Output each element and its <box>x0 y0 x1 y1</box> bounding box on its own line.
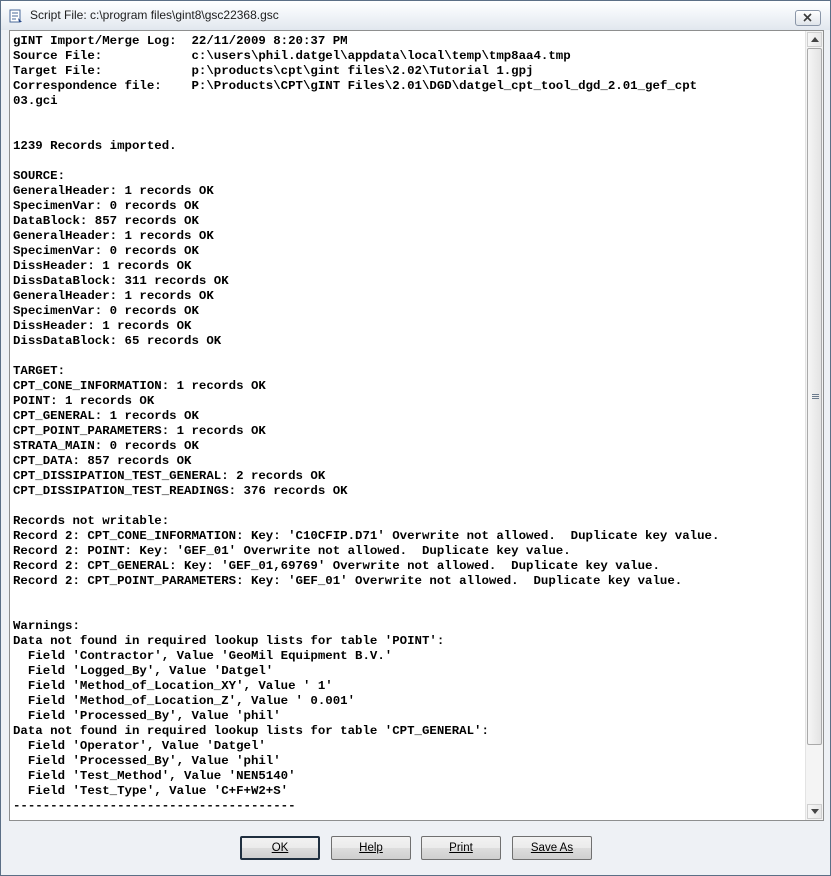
log-line: 1239 Records imported. <box>13 139 177 153</box>
help-button[interactable] <box>331 836 411 860</box>
log-line: POINT: 1 records OK <box>13 394 155 408</box>
log-line: SOURCE: <box>13 169 66 183</box>
log-line: 03.gci <box>13 94 58 108</box>
ok-button-label: OK <box>271 842 289 854</box>
log-line: Field 'Contractor', Value 'GeoMil Equipment B.V.' <box>13 649 393 663</box>
log-line: SpecimenVar: 0 records OK <box>13 304 199 318</box>
log-line: SpecimenVar: 0 records OK <box>13 199 199 213</box>
log-line: CPT_DISSIPATION_TEST_READINGS: 376 records OK <box>13 484 348 498</box>
log-line: GeneralHeader: 1 records OK <box>13 289 214 303</box>
log-line: CPT_CONE_INFORMATION: 1 records OK <box>13 379 266 393</box>
log-line: DissHeader: 1 records OK <box>13 319 192 333</box>
log-line: DissHeader: 1 records OK <box>13 259 192 273</box>
save-as-button[interactable] <box>512 836 592 860</box>
log-text-area[interactable] <box>9 30 824 821</box>
log-line: DataBlock: 857 records OK <box>13 214 199 228</box>
help-button-label: Help <box>359 842 383 854</box>
log-content <box>13 34 803 816</box>
log-line <box>13 109 803 124</box>
print-button[interactable] <box>421 836 501 860</box>
log-line: Correspondence file: P:\Products\CPT\gINT Files\2.01\DGD\datgel_cpt_tool_dgd_2.01_gef_cpt <box>13 79 698 93</box>
log-line <box>13 589 803 604</box>
grip-icon <box>812 394 819 395</box>
log-line: Records not writable: <box>13 514 170 528</box>
log-line: Field 'Logged_By', Value 'Datgel' <box>13 664 274 678</box>
title-bar[interactable] <box>1 1 830 30</box>
log-line: Target File: p:\products\cpt\gint files\2.02\Tutorial 1.gpj <box>13 64 534 78</box>
log-line: Field 'Method_of_Location_XY', Value ' 1' <box>13 679 333 693</box>
log-line: Field 'Processed_By', Value 'phil' <box>13 754 281 768</box>
log-line <box>13 124 803 139</box>
log-line: Record 2: CPT_CONE_INFORMATION: Key: 'C10CFIP.D71' Overwrite not allowed. Duplicate key value. <box>13 529 720 543</box>
log-line: Field 'Test_Type', Value 'C+F+W2+S' <box>13 784 289 798</box>
script-file-icon <box>9 9 23 23</box>
log-line: -------------------------------------- <box>13 799 296 813</box>
scroll-down-button[interactable] <box>807 804 822 819</box>
log-line: Field 'Processed_By', Value 'phil' <box>13 709 281 723</box>
print-button-label: Print <box>449 842 473 854</box>
log-line: Record 2: CPT_POINT_PARAMETERS: Key: 'GEF_01' Overwrite not allowed. Duplicate key value. <box>13 574 683 588</box>
log-line <box>13 154 803 169</box>
log-line <box>13 814 803 816</box>
save-as-button-label: Save As <box>530 842 574 854</box>
log-line: Warnings: <box>13 619 80 633</box>
arrow-down-icon <box>811 809 819 814</box>
log-line: SpecimenVar: 0 records OK <box>13 244 199 258</box>
log-line: DissDataBlock: 65 records OK <box>13 334 222 348</box>
log-line: Data not found in required lookup lists for table 'CPT_GENERAL': <box>13 724 489 738</box>
log-line: CPT_DISSIPATION_TEST_GENERAL: 2 records OK <box>13 469 326 483</box>
log-line: Field 'Test_Method', Value 'NEN5140' <box>13 769 296 783</box>
vertical-scrollbar[interactable] <box>805 31 823 820</box>
log-line <box>13 349 803 364</box>
log-line: Source File: c:\users\phil.datgel\appdata\local\temp\tmp8aa4.tmp <box>13 49 571 63</box>
scroll-thumb[interactable] <box>807 48 822 745</box>
scroll-up-button[interactable] <box>807 32 822 47</box>
log-line: Record 2: CPT_GENERAL: Key: 'GEF_01,69769' Overwrite not allowed. Duplicate key value. <box>13 559 660 573</box>
log-line: Data not found in required lookup lists for table 'POINT': <box>13 634 445 648</box>
arrow-up-icon <box>811 37 819 42</box>
log-line: Field 'Method_of_Location_Z', Value ' 0.001' <box>13 694 356 708</box>
window-title: Script File: c:\program files\gint8\gsc22368.gsc <box>30 8 279 22</box>
close-icon <box>803 13 812 22</box>
log-line: CPT_POINT_PARAMETERS: 1 records OK <box>13 424 266 438</box>
log-line: STRATA_MAIN: 0 records OK <box>13 439 199 453</box>
log-line: Record 2: POINT: Key: 'GEF_01' Overwrite not allowed. Duplicate key value. <box>13 544 571 558</box>
log-line: GeneralHeader: 1 records OK <box>13 184 214 198</box>
log-line: GeneralHeader: 1 records OK <box>13 229 214 243</box>
log-line <box>13 604 803 619</box>
log-line: DissDataBlock: 311 records OK <box>13 274 229 288</box>
log-line: Field 'Operator', Value 'Datgel' <box>13 739 266 753</box>
log-line: gINT Import/Merge Log: 22/11/2009 8:20:37 PM <box>13 34 348 48</box>
log-line: CPT_GENERAL: 1 records OK <box>13 409 199 423</box>
log-line: CPT_DATA: 857 records OK <box>13 454 192 468</box>
log-line <box>13 499 803 514</box>
ok-button[interactable] <box>240 836 320 860</box>
close-button[interactable] <box>795 10 821 26</box>
log-line: TARGET: <box>13 364 66 378</box>
